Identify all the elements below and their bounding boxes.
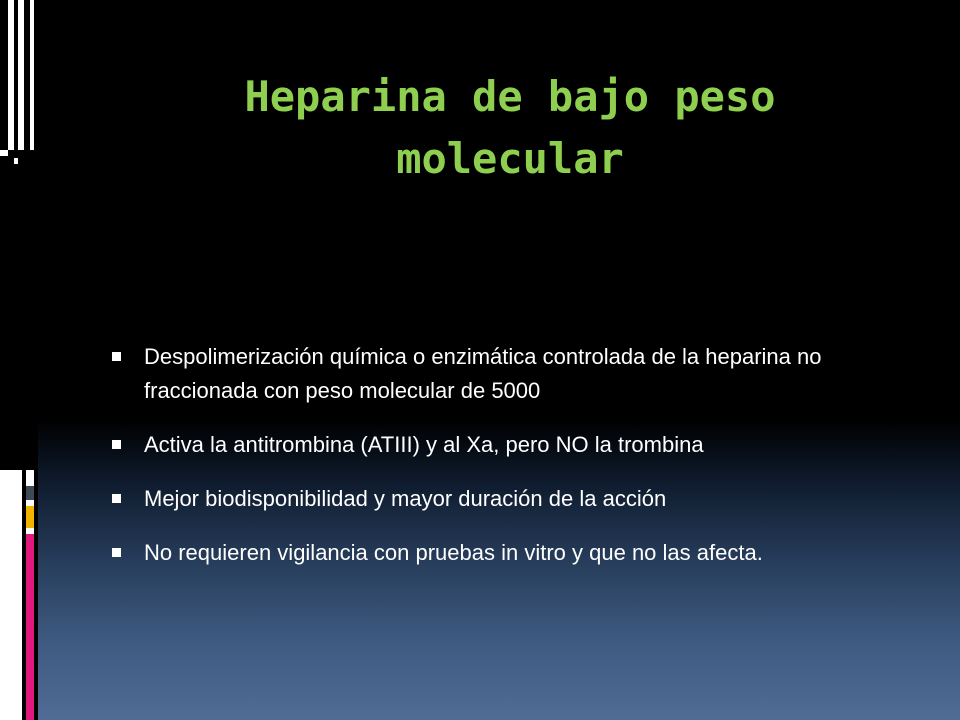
bullet-item (106, 536, 886, 570)
decorative-rule (0, 470, 22, 720)
bullet-text: Mejor biodisponibilidad y mayor duración de la acción (144, 486, 667, 511)
bullet-text: No requieren vigilancia con pruebas in vitro y que no las afecta. (144, 540, 763, 565)
decorative-rule (14, 0, 18, 150)
decorative-block (0, 150, 8, 156)
bullet-text: Activa la antitrombina (ATIII) y al Xa, pero NO la trombina (144, 432, 704, 457)
square-bullet-icon (112, 548, 121, 557)
square-bullet-icon (112, 440, 121, 449)
decorative-rule (0, 0, 8, 150)
bullet-item (106, 428, 886, 462)
bullet-item (106, 482, 886, 516)
decorative-block (0, 150, 38, 470)
decorative-rule (22, 470, 26, 720)
bullet-item (106, 340, 886, 408)
accent-gray-block (26, 486, 34, 500)
accent-pink-bar (26, 534, 34, 720)
slide-title: Heparina de bajo peso molecular (244, 72, 776, 183)
accent-yellow-block (26, 506, 34, 528)
decorative-rule (24, 0, 30, 150)
bullet-list (106, 340, 886, 590)
square-bullet-icon (112, 352, 121, 361)
decorative-block (14, 158, 18, 164)
bullet-text: Despolimerización química o enzimática controlada de la heparina no fraccionada con peso molecular de 5000 (144, 344, 822, 403)
square-bullet-icon (112, 494, 121, 503)
